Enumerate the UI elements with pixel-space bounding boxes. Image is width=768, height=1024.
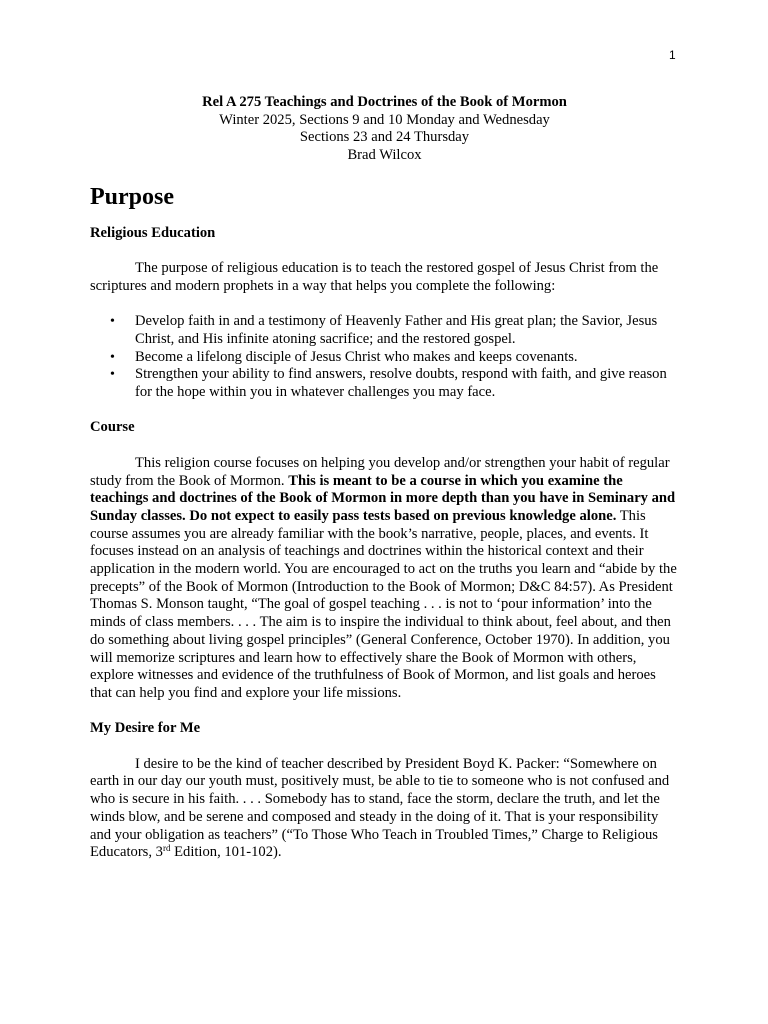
desire-paragraph [90,756,679,862]
course-text-end: This course assumes you are already familiar with the book’s narrative, people, places, and events. It focuses instead on an analysis of teachings and doctrines within the historical context and their application in the modern world. You are encouraged to act on the truths you learn and “abide by the precepts” of the Book of Mormon (Introduction to the Book of Mormon; D&C 84:57). As President Thomas S. Monson taught, “The goal of gospel teaching . . . is not to ‘pour information’ into the minds of class members. . . . The aim is to inspire the individual to think about, feel about, and then do something about living gospel principles” (General Conference, October 1970). In addition, you will memorize scriptures and learn how to effectively share the Book of Mormon with others, explore witnesses and evidence of the truthfulness of Book of Mormon, and list goals and heroes that can help you find and explore your life missions. [90,507,677,701]
desire-text-end: Edition, 101-102). [170,844,282,861]
section-times-line-2: Sections 23 and 24 Thursday [299,129,470,146]
document-body [90,94,679,880]
bullet-icon: • [110,349,115,365]
list-item [90,366,679,401]
course-text-emphasis: This is meant to be a course in which you examine the teachings and doctrines of the Book of Mormon in more depth than you have in Seminary and Sunday classes. Do not expect to easily pass tests based on previous knowledge alone. [90,472,676,524]
course-text-start: This religion course focuses on helping you develop and/or strengthen your habit of regular study from the Book of Mormon. [90,454,670,489]
syllabus-header [90,94,679,165]
purpose-heading: Purpose [90,183,174,210]
bullet-icon: • [110,367,115,383]
religious-education-heading: Religious Education [90,224,216,241]
list-item-text: Develop faith in and a testimony of Heavenly Father and His great plan; the Savior, Jesus Christ, and His infinite atoning sacrifice; and the restored gospel. [135,313,658,347]
ordinal-superscript: rd [162,843,171,854]
course-title: Rel A 275 Teachings and Doctrines of the Book of Mormon [202,94,567,110]
instructor-name: Brad Wilcox [347,147,422,164]
desire-text-start: I desire to be the kind of teacher described by President Boyd K. Packer: “Somewhere on earth in our day our youth must, positively must, be able to tie to someone who is not confused and who is secure in his faith. . . . Somebody has to stand, face the storm, declare the truth, and let the winds blow, and be serene and composed and steady in the doing of it. That is your responsibility and your obligation as teachers” (“To Those Who Teach in Troubled Times,” Charge to Religious Educators, 3 [90,755,670,861]
list-item [90,349,679,367]
page-number: 1 [669,48,676,62]
religious-education-intro: The purpose of religious education is to teach the restored gospel of Jesus Christ from the scriptures and modern prophets in a way that helps you complete the following: [90,260,659,294]
bullet-icon: • [110,314,115,330]
section-times-line: Winter 2025, Sections 9 and 10 Monday and Wednesday [219,111,550,128]
list-item-text: Strengthen your ability to find answers, resolve doubts, respond with faith, and give reason for the hope within you in whatever challenges you may face. [135,366,667,401]
course-paragraph [90,455,679,703]
list-item-text: Become a lifelong disciple of Jesus Christ who makes and keeps covenants. [135,348,578,365]
purpose-bullet-list [90,313,679,402]
course-heading: Course [90,419,135,436]
list-item [90,313,679,348]
desire-heading: My Desire for Me [90,720,201,737]
